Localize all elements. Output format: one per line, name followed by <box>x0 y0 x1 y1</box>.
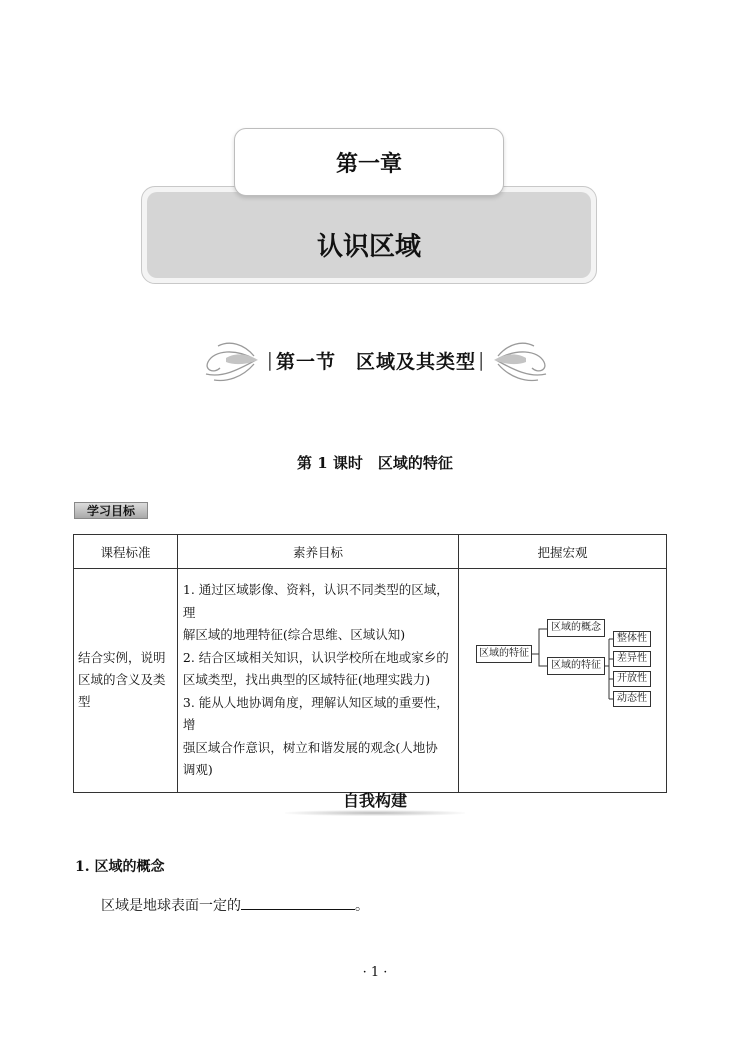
goals-cell <box>177 569 458 793</box>
mindmap-branch: 区域的概念 <box>547 619 605 637</box>
mindmap-leaf: 动态性 <box>613 691 651 707</box>
section-title <box>196 330 556 390</box>
header-overview: 把握宏观 <box>459 535 667 569</box>
self-build-title: 自我构建 <box>342 791 407 810</box>
header-standard: 课程标准 <box>74 535 178 569</box>
goal-line: 解区域的地理特征(综合思维、区域认知) <box>182 627 406 642</box>
goal-line: 区域类型，找出典型的区域特征(地理实践力) <box>182 672 431 687</box>
page-number: · 1 · <box>362 965 388 980</box>
question-end: 。 <box>355 898 369 914</box>
section-title-text: 第一节 区域及其类型 <box>275 350 476 373</box>
question-text: 区域是地球表面一定的 <box>101 898 241 914</box>
chapter-title: 认识区域 <box>147 192 591 278</box>
header-goals: 素养目标 <box>177 535 458 569</box>
table-header-row <box>74 535 667 569</box>
mindmap-leaf: 整体性 <box>613 631 651 647</box>
standard-cell: 结合实例，说明区域的含义及类型 <box>74 569 178 793</box>
section-banner <box>196 330 556 390</box>
mindmap-root: 区域的特征 <box>476 645 532 663</box>
mindmap-leaf: 差异性 <box>613 651 651 667</box>
chapter-title-frame <box>141 186 597 284</box>
table-row <box>74 569 667 793</box>
goal-line: 调观) <box>182 762 213 777</box>
question-body <box>101 895 369 915</box>
bar-left-icon: | <box>266 349 274 371</box>
bar-right-icon: | <box>478 349 486 371</box>
answer-blank[interactable] <box>241 895 355 910</box>
chapter-label: 第一章 <box>234 128 504 196</box>
mindmap-branch: 区域的特征 <box>547 657 605 675</box>
lesson-title: 第 1 课时 区域的特征 <box>297 454 453 472</box>
goal-line: 1. 通过区域影像、资料，认识不同类型的区域，理 <box>182 582 449 620</box>
goals-table <box>73 534 667 793</box>
question-heading: 1. 区域的概念 <box>75 859 165 875</box>
goal-line: 强区域合作意识，树立和谐发展的观念(人地协 <box>182 739 438 755</box>
goal-line: 2. 结合区域相关知识，认识学校所在地或家乡的 <box>182 649 449 665</box>
goal-line: 3. 能从人地协调角度，理解认知区域的重要性，增 <box>182 694 449 732</box>
mindmap-leaf: 开放性 <box>613 671 651 687</box>
goals-tag: 学习目标 <box>74 502 148 519</box>
mindmap-cell <box>459 569 667 793</box>
